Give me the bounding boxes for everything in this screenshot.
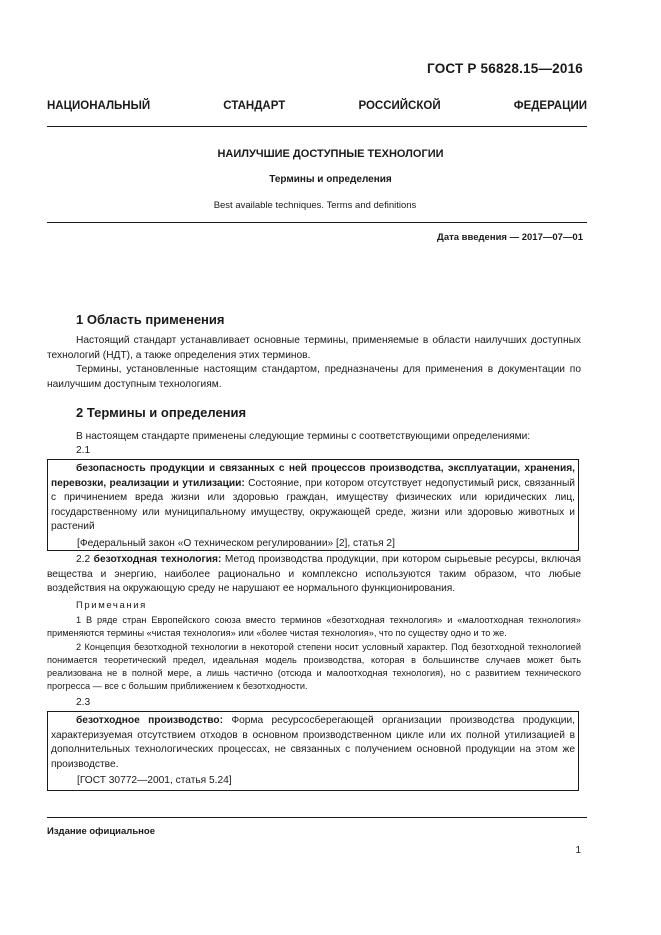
introduction-date: Дата введения — 2017—07—01 — [437, 232, 583, 243]
term-2-3-source: [ГОСТ 30772—2001, статья 5.24] — [77, 775, 232, 786]
section-1-paragraph-2: Термины, установленные настоящим стандартом, предназначены для применения в документации по наилучшим доступным технологиям. — [47, 364, 581, 390]
term-2-2-text: Метод производства продукции, при котором сырьевые ресурсы, включая вещества и энергию, наиболее рационально и комплексно используются таким образом, что любые воздействия на окружающую среду не нарушают ее нормального функционирования. — [47, 554, 582, 594]
title-divider — [47, 222, 587, 223]
header-divider — [47, 126, 587, 127]
section-1-heading: 1 Область применения — [76, 312, 225, 327]
term-2-1-term: безопасность продукции и связанных с ней процессов производства, эксплуатации, хранения, перевозки, реализации и утилизации: — [51, 463, 575, 489]
footer-divider — [47, 817, 587, 818]
term-2-1-source: [Федеральный закон «О техническом регулировании» [2], статья 2] — [77, 537, 395, 549]
document-title-english: Best available techniques. Terms and definitions — [213, 200, 417, 211]
section-1-paragraph-1: Настоящий стандарт устанавливает основные термины, применяемые в области наилучших доступных технологий (НДТ), а также определения этих терминов. — [47, 335, 581, 361]
note-1: 1 В ряде стран Европейского союза вместо терминов «безотходная технология» и «малоотходная технология» применяются термины «чистая технология» или «более чистая технология», что по существу одно и то же. — [47, 615, 581, 638]
document-subtitle: Термины и определения — [269, 174, 392, 185]
term-2-3-box — [47, 711, 579, 791]
term-2-1-definition — [51, 462, 575, 535]
official-edition-label: Издание официальное — [47, 826, 155, 837]
document-number: ГОСТ Р 56828.15—2016 — [427, 61, 583, 76]
term-2-1-box — [47, 459, 579, 551]
term-2-3-term: безотходное производство: — [76, 715, 223, 726]
term-2-1-text: Состояние, при котором отсутствует недопустимый риск, связанный с причинением вреда жизни или здоровью граждан, имуществу физических или юридических лиц, государственному или муниципальному имуществу, окружающей среде, жизни или здоровью животных и растений — [51, 477, 575, 532]
page-number: 1 — [575, 845, 581, 856]
national-standard-heading: НАЦИОНАЛЬНЫЙ СТАНДАРТ РОССИЙСКОЙ ФЕДЕРАЦИИ — [47, 100, 587, 112]
notes-title: Примечания — [76, 600, 147, 611]
term-2-3-definition — [51, 714, 575, 772]
section-2-heading: 2 Термины и определения — [76, 405, 247, 420]
term-2-3-text: Форма ресурсосберегающей организации производства продукции, характеризуемая отсутствием отходов в основном производственном цикле или их полной утилизацией в дополнительных технологических процессах, не связанных с получением основной продукции на этом же производстве. — [51, 715, 575, 770]
document-title: НАИЛУЧШИЕ ДОСТУПНЫЕ ТЕХНОЛОГИИ — [217, 148, 444, 160]
term-2-2-paragraph — [47, 553, 581, 597]
term-2-3-number: 2.3 — [76, 697, 91, 708]
section-2-intro: В настоящем стандарте применены следующие термины с соответствующими определениями: — [76, 431, 531, 442]
term-2-1-number: 2.1 — [76, 445, 91, 456]
term-2-2-number: 2.2 — [76, 554, 94, 565]
term-2-2-term: безотходная технология: — [93, 554, 222, 565]
note-2: 2 Концепция безотходной технологии в некоторой степени носит условный характер. Под безотходной технологией понимается теоретический предел, идеальная модель производства, которая в большинстве случаев может быть реализована не в полной мере, а лишь частично (отсюда и малоотходная технология), но с развитием технического прогресса — все с большим приближением к безотходности. — [47, 642, 581, 691]
